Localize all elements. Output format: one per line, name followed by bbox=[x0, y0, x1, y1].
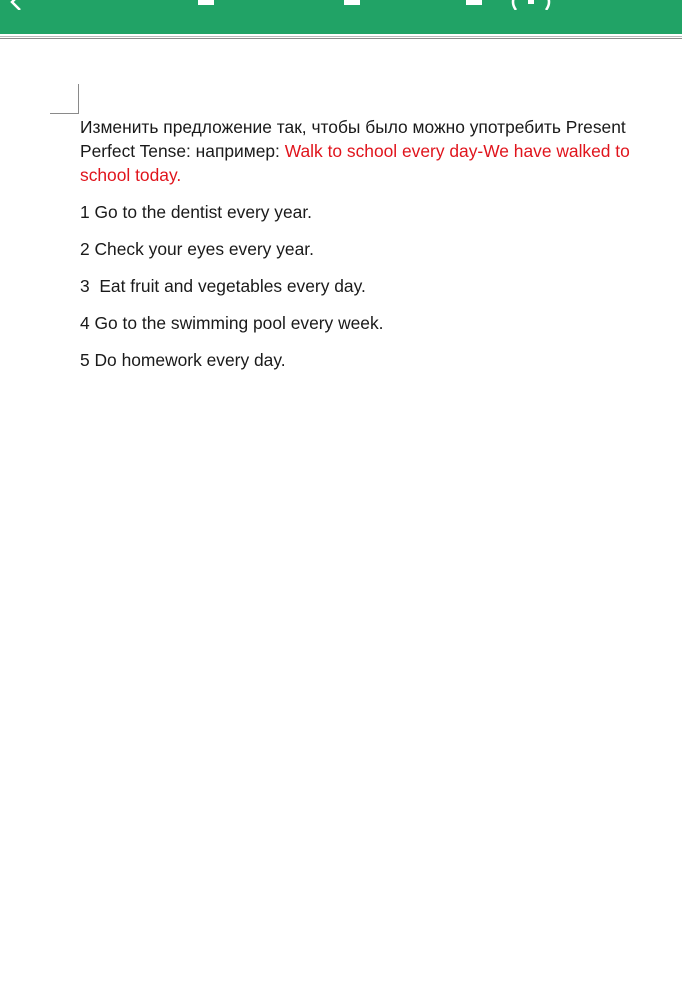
instruction-text: Изменить предложение так, чтобы было можно употребить Present Perfect Tense: например: bbox=[80, 117, 626, 161]
exercise-item: 2 Check your eyes every year. bbox=[80, 239, 314, 259]
tool-icon[interactable] bbox=[344, 0, 360, 5]
divider bbox=[0, 36, 682, 37]
divider bbox=[0, 38, 682, 39]
tool-icon[interactable] bbox=[198, 0, 214, 5]
exercise-item: 1 Go to the dentist every year. bbox=[80, 202, 313, 222]
document-body[interactable] bbox=[80, 115, 682, 385]
tool-icon[interactable] bbox=[508, 0, 554, 10]
document-page[interactable] bbox=[0, 40, 682, 1006]
example-text: Walk to school every day-We have walked to school today. bbox=[80, 141, 630, 185]
app-toolbar bbox=[0, 0, 682, 34]
exercise-item: 5 Do homework every day. bbox=[80, 350, 286, 370]
margin-corner-mark bbox=[50, 84, 79, 114]
instruction-paragraph bbox=[80, 115, 682, 187]
tool-icon[interactable] bbox=[466, 0, 482, 5]
back-icon[interactable] bbox=[4, 0, 24, 10]
exercise-item: 3 Eat fruit and vegetables every day. bbox=[80, 276, 366, 296]
exercise-item: 4 Go to the swimming pool every week. bbox=[80, 313, 384, 333]
